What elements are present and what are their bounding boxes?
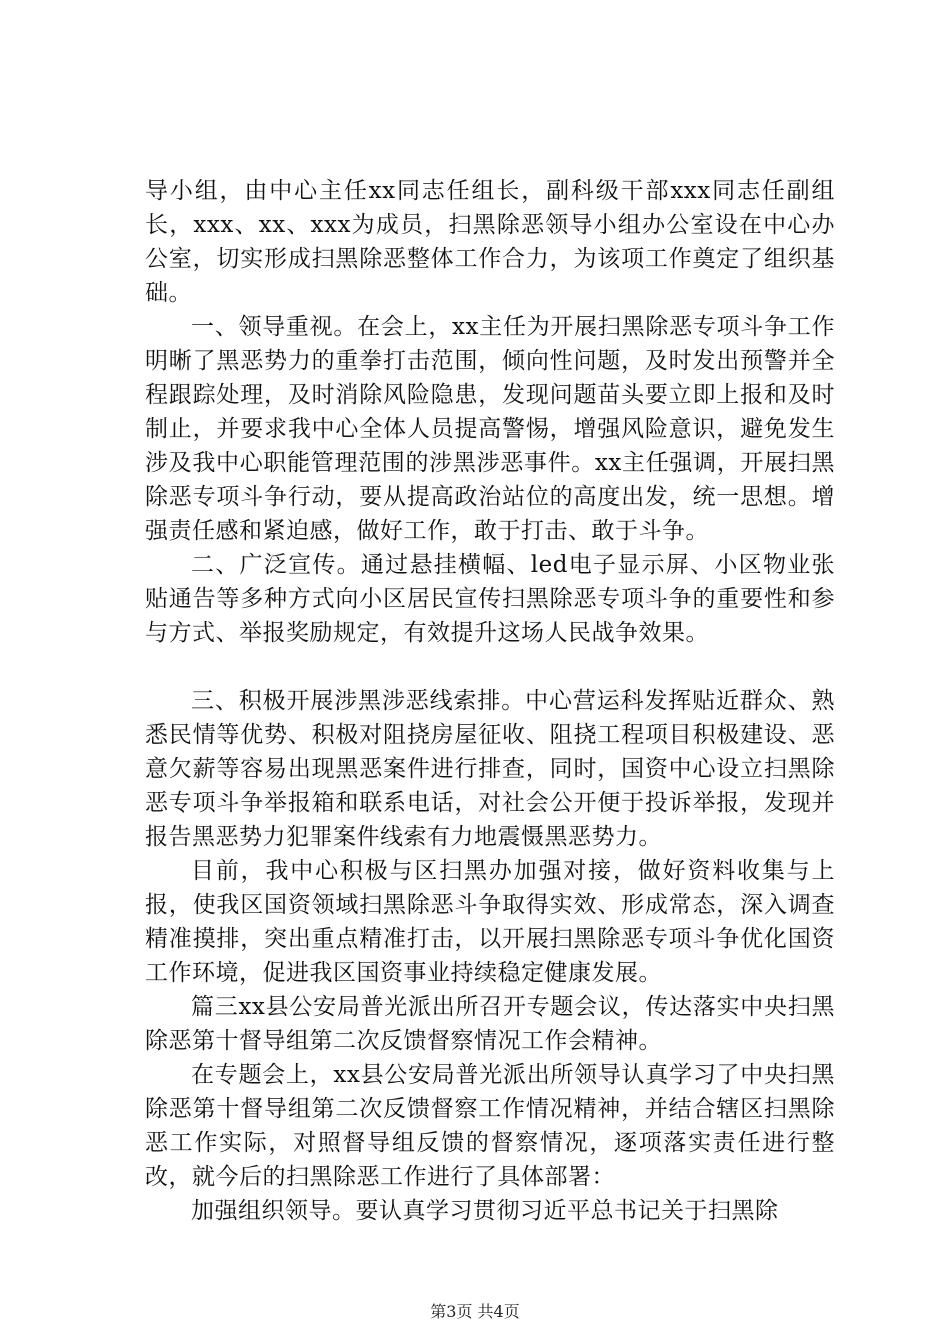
paragraph-clue-investigation: 三、积极开展涉黑涉恶线索排。中心营运科发挥贴近群众、熟悉民情等优势、积极对阻挠房屋征收、阻挠工程项目积极建设、恶意欠薪等容易出现黑恶案件进行排查，同时，国资中心设立扫黑除恶专项斗争举报箱和联系电话，对社会公开便于投诉举报，发现并报告黑恶势力犯罪案件线索有力地震慑黑恶势力。 bbox=[145, 688, 835, 850]
paragraph-leadership: 一、领导重视。在会上，xx主任为开展扫黑除恶专项斗争工作明晰了黑恶势力的重拳打击范围，倾向性问题，及时发出预警并全程跟踪处理，及时消除风险隐患，发现问题苗头要立即上报和及时制止，并要求我中心全体人员提高警惕，增强风险意识，避免发生涉及我中心职能管理范围的涉黑涉恶事件。xx主任强调，开展扫黑除恶专项斗争行动，要从提高政治站位的高度出发，统一思想。增强责任感和紧迫感，做好工作，敢于打击、敢于斗争。 bbox=[145, 314, 835, 544]
paragraph-current-status: 目前，我中心积极与区扫黑办加强对接，做好资料收集与上报，使我区国资领域扫黑除恶斗争取得实效、形成常态，深入调查精准摸排，突出重点精准打击，以开展扫黑除恶专项斗争优化国资工作环境，促进我区国资事业持续稳定健康发展。 bbox=[145, 858, 835, 986]
paragraph-article-three-heading: 篇三xx县公安局普光派出所召开专题会议，传达落实中央扫黑除恶第十督导组第二次反馈督察情况工作会精神。 bbox=[145, 994, 835, 1054]
document-body bbox=[145, 174, 835, 1228]
paragraph-meeting: 在专题会上，xx县公安局普光派出所领导认真学习了中央扫黑除恶第十督导组第二次反馈督察工作情况精神，并结合辖区扫黑除恶工作实际，对照督导组反馈的督察情况，逐项落实责任进行整改，就今后的扫黑除恶工作进行了具体部署： bbox=[145, 1062, 835, 1190]
paragraph-organization: 加强组织领导。要认真学习贯彻习近平总书记关于扫黑除 bbox=[191, 1198, 779, 1224]
paragraph-continuation: 导小组，由中心主任xx同志任组长，副科级干部xxx同志任副组长，xxx、xx、xxx为成员，扫黑除恶领导小组办公室设在中心办公室，切实形成扫黑除恶整体工作合力，为该项工作奠定了组织基础。 bbox=[145, 178, 835, 306]
page-number-footer: 第3页 共4页 bbox=[430, 1302, 520, 1321]
paragraph-publicity: 二、广泛宣传。通过悬挂横幅、led电子显示屏、小区物业张贴通告等多种方式向小区居民宣传扫黑除恶专项斗争的重要性和参与方式、举报奖励规定，有效提升这场人民战争效果。 bbox=[145, 552, 835, 646]
